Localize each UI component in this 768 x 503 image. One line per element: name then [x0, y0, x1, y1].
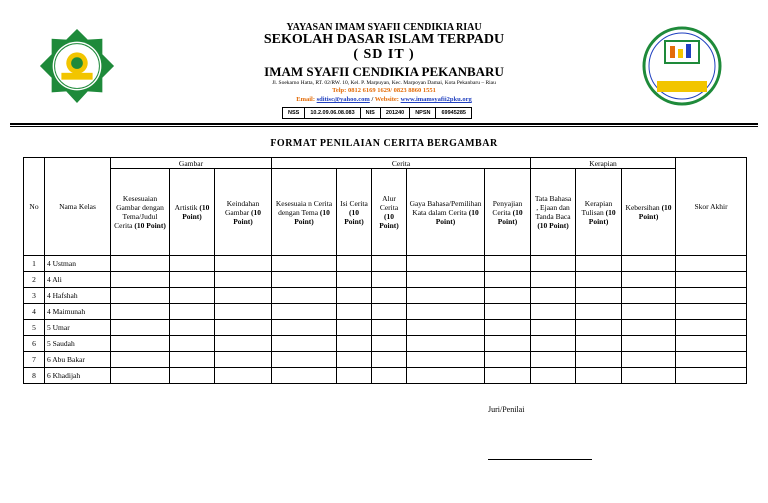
- score-cell[interactable]: [170, 336, 215, 352]
- score-cell[interactable]: [272, 256, 337, 272]
- score-cell[interactable]: [407, 336, 485, 352]
- score-cell[interactable]: [170, 352, 215, 368]
- score-cell[interactable]: [372, 288, 407, 304]
- score-cell[interactable]: [372, 320, 407, 336]
- score-cell[interactable]: [485, 320, 531, 336]
- row-nama: 6 Khadijah: [45, 368, 111, 384]
- crit-points: (10 Point): [134, 221, 166, 230]
- score-cell[interactable]: [111, 272, 170, 288]
- score-cell[interactable]: [485, 304, 531, 320]
- score-cell[interactable]: [622, 320, 676, 336]
- crit-penyajian: [485, 169, 531, 256]
- final-score-cell[interactable]: [676, 352, 747, 368]
- row-no: 4: [24, 304, 45, 320]
- row-nama: 6 Abu Bakar: [45, 352, 111, 368]
- score-cell[interactable]: [272, 352, 337, 368]
- final-score-cell[interactable]: [676, 320, 747, 336]
- score-cell[interactable]: [215, 320, 272, 336]
- score-cell[interactable]: [111, 368, 170, 384]
- school-foundation-logo: [38, 27, 116, 105]
- final-score-cell[interactable]: [676, 272, 747, 288]
- score-cell[interactable]: [170, 256, 215, 272]
- score-cell[interactable]: [272, 288, 337, 304]
- group-gambar: Gambar: [111, 158, 272, 169]
- crit-points: (10 Point): [233, 207, 262, 226]
- score-cell[interactable]: [622, 256, 676, 272]
- score-cell[interactable]: [337, 352, 372, 368]
- score-cell[interactable]: [111, 288, 170, 304]
- score-cell[interactable]: [485, 368, 531, 384]
- crit-text: Kesesuaia n Cerita dengan Tema: [275, 198, 333, 217]
- score-cell[interactable]: [576, 304, 622, 320]
- score-cell[interactable]: [531, 272, 576, 288]
- score-cell[interactable]: [272, 320, 337, 336]
- score-cell[interactable]: [407, 368, 485, 384]
- email-label: Email:: [296, 96, 316, 103]
- score-cell[interactable]: [372, 304, 407, 320]
- score-cell[interactable]: [531, 288, 576, 304]
- score-cell[interactable]: [337, 304, 372, 320]
- row-no: 5: [24, 320, 45, 336]
- table-row: [24, 256, 747, 272]
- score-cell[interactable]: [337, 272, 372, 288]
- website-label: Website:: [374, 96, 399, 103]
- score-cell[interactable]: [272, 272, 337, 288]
- table-row: [24, 288, 747, 304]
- score-cell[interactable]: [337, 368, 372, 384]
- score-cell[interactable]: [170, 368, 215, 384]
- crit-kesesuaian-gambar: [111, 169, 170, 256]
- school-address: Jl. Soekarno Hatta, RT. 02/RW. 10, Kel. P. Marpuyan, Kec. Marpoyan Damai, Kota Pekanbaru – Riau: [272, 80, 496, 86]
- row-nama: 5 Saudah: [45, 336, 111, 352]
- row-no: 1: [24, 256, 45, 272]
- score-cell[interactable]: [622, 288, 676, 304]
- crit-points: (10 Point): [497, 207, 523, 226]
- table-group-header: [24, 158, 747, 169]
- score-cell[interactable]: [531, 320, 576, 336]
- crit-keindahan: [215, 169, 272, 256]
- crit-text: Alur Cerita: [379, 194, 399, 212]
- score-cell[interactable]: [337, 320, 372, 336]
- score-cell[interactable]: [531, 336, 576, 352]
- final-score-cell[interactable]: [676, 256, 747, 272]
- score-cell[interactable]: [170, 272, 215, 288]
- score-cell[interactable]: [622, 272, 676, 288]
- school-phone: Telp: 0812 6169 1629/ 0823 8860 1551: [332, 87, 436, 94]
- score-cell[interactable]: [111, 304, 170, 320]
- sdit-logo: [641, 25, 723, 107]
- school-name: IMAM SYAFII CENDIKIA PEKANBARU: [264, 64, 504, 79]
- score-cell[interactable]: [576, 256, 622, 272]
- row-no: 2: [24, 272, 45, 288]
- score-cell[interactable]: [215, 352, 272, 368]
- row-nama: 5 Umar: [45, 320, 111, 336]
- foundation-name: YAYASAN IMAM SYAFII CENDIKIA RIAU: [286, 22, 482, 33]
- score-cell[interactable]: [485, 336, 531, 352]
- crit-text: Kebersihan: [625, 203, 660, 212]
- contact-line: [200, 96, 568, 103]
- signature-line[interactable]: [488, 459, 592, 460]
- crit-points: (10 Point): [379, 212, 399, 230]
- row-nama: 4 Maimunah: [45, 304, 111, 320]
- score-cell[interactable]: [170, 304, 215, 320]
- group-kerapian: Kerapian: [531, 158, 676, 169]
- score-cell[interactable]: [215, 288, 272, 304]
- nss-value: 10.2.09.06.08.083: [305, 108, 360, 119]
- nss-label: NSS: [283, 108, 305, 119]
- col-nama-kelas: Nama Kelas: [45, 158, 111, 256]
- table-row: [24, 320, 747, 336]
- group-cerita: Cerita: [272, 158, 531, 169]
- school-title: SEKOLAH DASAR ISLAM TERPADU: [263, 32, 505, 47]
- signature-label: Juri/Penilai: [488, 405, 525, 414]
- score-cell[interactable]: [531, 368, 576, 384]
- score-cell[interactable]: [372, 272, 407, 288]
- score-cell[interactable]: [576, 272, 622, 288]
- score-cell[interactable]: [576, 288, 622, 304]
- table-body: [24, 256, 747, 384]
- school-abbr: ( SD IT ): [353, 47, 415, 62]
- crit-kerapian-tulisan: [576, 169, 622, 256]
- score-cell[interactable]: [622, 352, 676, 368]
- score-cell[interactable]: [407, 320, 485, 336]
- score-cell[interactable]: [485, 288, 531, 304]
- crit-text: Tata Bahasa , Ejaan dan Tanda Baca: [534, 194, 572, 221]
- score-cell[interactable]: [215, 304, 272, 320]
- email-link[interactable]: sditisc@yahoo.com: [316, 96, 370, 103]
- assessment-table: [23, 157, 747, 384]
- score-cell[interactable]: [407, 352, 485, 368]
- score-cell[interactable]: [272, 368, 337, 384]
- row-nama: 4 Hafshah: [45, 288, 111, 304]
- row-no: 8: [24, 368, 45, 384]
- crit-text: Kesesuaian Gambar dengan Tema/Judul Cerita: [114, 194, 164, 230]
- score-cell[interactable]: [111, 352, 170, 368]
- final-score-cell[interactable]: [676, 336, 747, 352]
- website-link[interactable]: www.imamsyafii2pku.org: [400, 96, 472, 103]
- score-cell[interactable]: [337, 288, 372, 304]
- crit-kesesuaian-cerita: [272, 169, 337, 256]
- score-cell[interactable]: [531, 352, 576, 368]
- score-cell[interactable]: [372, 336, 407, 352]
- score-cell[interactable]: [485, 272, 531, 288]
- npsn-label: NPSN: [410, 108, 436, 119]
- score-cell[interactable]: [337, 256, 372, 272]
- contact-separator: /: [369, 96, 375, 103]
- score-cell[interactable]: [576, 336, 622, 352]
- score-cell[interactable]: [111, 336, 170, 352]
- score-cell[interactable]: [576, 352, 622, 368]
- score-cell[interactable]: [272, 304, 337, 320]
- score-cell[interactable]: [576, 368, 622, 384]
- table-row: [24, 368, 747, 384]
- row-no: 7: [24, 352, 45, 368]
- score-cell[interactable]: [170, 320, 215, 336]
- npsn-value: 69945285: [436, 108, 471, 119]
- score-cell[interactable]: [407, 256, 485, 272]
- table-row: [24, 352, 747, 368]
- crit-kebersihan: [622, 169, 676, 256]
- score-cell[interactable]: [111, 256, 170, 272]
- score-cell[interactable]: [215, 336, 272, 352]
- crit-points: (10 Point): [638, 203, 672, 221]
- score-cell[interactable]: [485, 352, 531, 368]
- crit-points: (10 Point): [344, 207, 364, 226]
- col-skor-akhir: Skor Akhir: [676, 158, 747, 256]
- score-cell[interactable]: [215, 368, 272, 384]
- score-cell[interactable]: [372, 368, 407, 384]
- table-row: [24, 336, 747, 352]
- school-id-table: [282, 107, 472, 119]
- crit-tata-bahasa: [531, 169, 576, 256]
- crit-points: (10 Point): [182, 203, 210, 221]
- crit-text: Artistik: [174, 203, 198, 212]
- score-cell[interactable]: [372, 256, 407, 272]
- score-cell[interactable]: [407, 272, 485, 288]
- score-cell[interactable]: [531, 304, 576, 320]
- final-score-cell[interactable]: [676, 304, 747, 320]
- crit-points: (10 Point): [294, 207, 330, 226]
- final-score-cell[interactable]: [676, 368, 747, 384]
- row-no: 3: [24, 288, 45, 304]
- score-cell[interactable]: [337, 336, 372, 352]
- crit-text: Gaya Bahasa/Pemilihan Kata dalam Cerita: [409, 198, 482, 217]
- score-cell[interactable]: [215, 256, 272, 272]
- form-title: FORMAT PENILAIAN CERITA BERGAMBAR: [270, 138, 498, 149]
- table-row: [24, 304, 747, 320]
- crit-text: Kerapian Tulisan: [581, 198, 613, 217]
- crit-gaya-bahasa: [407, 169, 485, 256]
- row-nama: 4 Ali: [45, 272, 111, 288]
- row-no: 6: [24, 336, 45, 352]
- score-cell[interactable]: [407, 304, 485, 320]
- row-nama: 4 Ustman: [45, 256, 111, 272]
- crit-isi-cerita: [337, 169, 372, 256]
- nis-value: 201240: [380, 108, 409, 119]
- score-cell[interactable]: [622, 368, 676, 384]
- crit-text: Isi Cerita: [340, 198, 368, 208]
- score-cell[interactable]: [485, 256, 531, 272]
- table-row: [24, 272, 747, 288]
- crit-alur-cerita: [372, 169, 407, 256]
- score-cell[interactable]: [372, 352, 407, 368]
- crit-text: Keindahan Gambar: [224, 198, 260, 217]
- score-cell[interactable]: [407, 288, 485, 304]
- crit-points: (10 Point): [537, 221, 569, 230]
- score-cell[interactable]: [170, 288, 215, 304]
- nis-label: NIS: [360, 108, 380, 119]
- header-rule-thin: [10, 126, 758, 127]
- score-cell[interactable]: [576, 320, 622, 336]
- crit-artistik: [170, 169, 215, 256]
- score-cell[interactable]: [622, 304, 676, 320]
- score-cell[interactable]: [215, 272, 272, 288]
- table-criteria-header: [24, 169, 747, 256]
- final-score-cell[interactable]: [676, 288, 747, 304]
- score-cell[interactable]: [622, 336, 676, 352]
- score-cell[interactable]: [531, 256, 576, 272]
- score-cell[interactable]: [272, 336, 337, 352]
- crit-text: Penyajian Cerita: [492, 198, 523, 217]
- col-no: No: [24, 158, 45, 256]
- crit-points: (10 Point): [435, 207, 479, 226]
- score-cell[interactable]: [111, 320, 170, 336]
- crit-points: (10 Point): [588, 207, 616, 226]
- header-rule-thick: [10, 123, 758, 125]
